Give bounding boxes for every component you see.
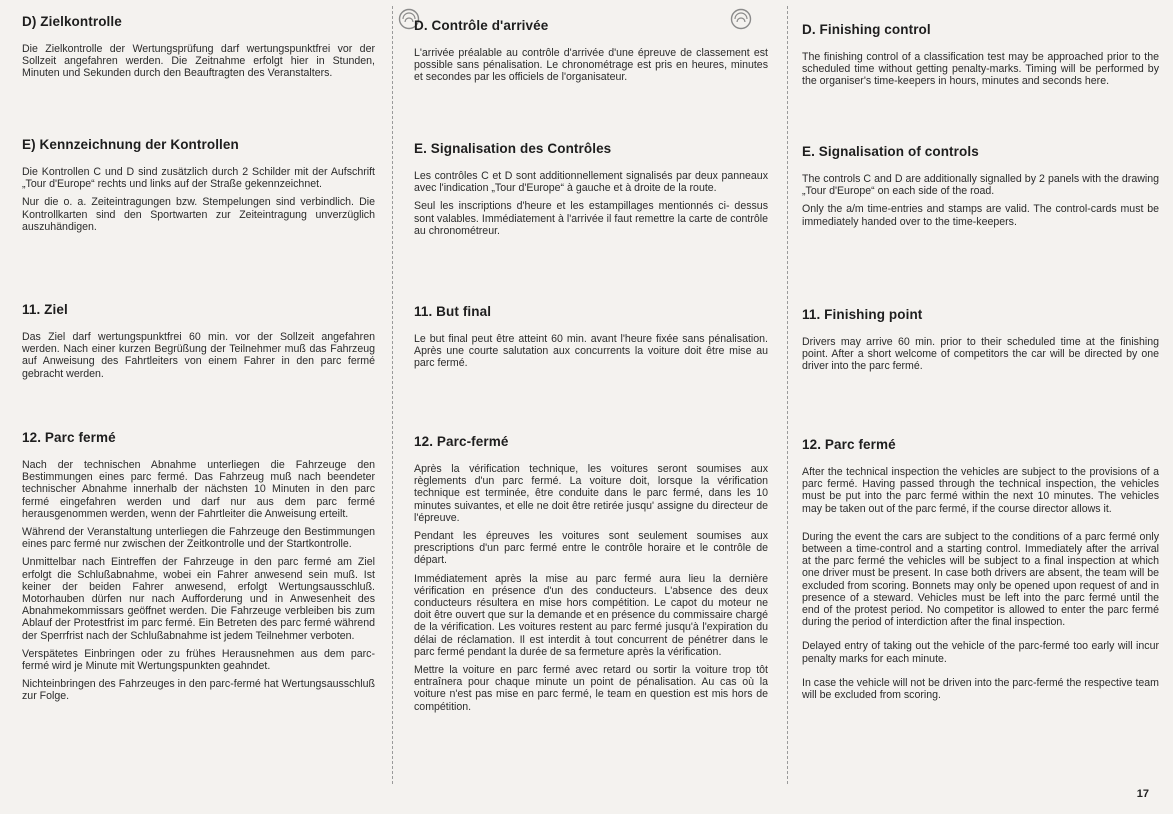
heading-d: D. Finishing control (802, 22, 931, 37)
heading-11: 11. But final (414, 304, 492, 319)
paragraph: Die Zielkontrolle der Wertungsprüfung darf wertungspunktfrei vor der Sollzeit angefahren werden. Die Zeitnahme erfolgt hier in Stunden, Minuten und Sekunden durch den Beauftragten des Veranstalters. (22, 43, 375, 80)
heading-d: D) Zielkontrolle (22, 14, 122, 29)
section-12-english (788, 437, 1173, 707)
paragraph: After the technical inspection the vehicles are subject to the provisions of a parc fermé. Having passed through the technical inspection, the vehicles must be put into the parc fermé within the next 10 minutes. The vehicles may be taken out of the parc fermé, if the course director allows it. (802, 466, 1159, 515)
section-e-english (788, 144, 1173, 234)
heading-e: E. Signalisation des Contrôles (414, 141, 612, 156)
heading-e: E) Kennzeichnung der Kontrollen (22, 137, 239, 152)
paragraph: Während der Veranstaltung unterliegen die Fahrzeuge den Bestimmungen eines parc fermé nur zwischen der Zeitkontrolle und der Startkontrolle. (22, 526, 375, 551)
paragraph: In case the vehicle will not be driven into the parc-fermé the respective team will be excluded from scoring. (802, 676, 1159, 702)
paragraph: During the event the cars are subject to the conditions of a parc fermé only between a time-control and a starting control. Immediately after the arrival at the parc fermé the vehicles will be subject to a final inspection at which one driver must be present. In case both drivers are absent, the team will be excluded from scoring. Bonnets may only be opened upon request of and in presence of a steward. Vehicles must be left into the parc fermé until the end of the protest period. No competitor is allowed to enter the parc fermé during the period of interdiction after the final inspection. (802, 530, 1159, 629)
paragraph: L'arrivée préalable au contrôle d'arrivée d'une épreuve de classement est possible sans pénalisation. Le chronométrage est pris en heures, minutes et secondes par les officiels de l'organisateur. (414, 47, 768, 84)
paragraph: Delayed entry of taking out the vehicle of the parc-fermé too early will incur penalty marks for each minute. (802, 640, 1159, 665)
heading-e: E. Signalisation of controls (802, 144, 979, 159)
paragraph: Das Ziel darf wertungspunktfrei 60 min. vor der Sollzeit angefahren werden. Nach einer kurzen Begrüßung der Teilnehmer muß das Fahrzeug auf Anweisung des Fahrtleiters von einem Fahrer in den parc fermé gebracht werden. (22, 331, 375, 380)
section-11-english (788, 307, 1173, 379)
section-d-german (0, 14, 392, 86)
column-french (392, 0, 788, 790)
heading-11: 11. Finishing point (802, 307, 923, 322)
section-12-french (392, 434, 788, 719)
paragraph: Nichteinbringen des Fahrzeuges in den parc-fermé hat Wertungsausschluß zur Folge. (22, 678, 375, 703)
section-12-german (0, 430, 392, 709)
paragraph: Die Kontrollen C und D sind zusätzlich durch 2 Schilder mit der Aufschrift „Tour d'Europe“ rechts und links auf der Straße gekennzeichnet. (22, 166, 375, 191)
page-number: 17 (1136, 788, 1149, 800)
section-e-german (0, 137, 392, 239)
section-d-english (788, 22, 1173, 94)
paragraph: Après la vérification technique, les voitures seront soumises aux règlements d'un parc fermé. La voiture doit, lorsque la vérification technique est terminée, être conduite dans le parc fermé, dans les 10 minutes suivantes, et elle ne doit être retirée jusqu' assigne du directeur de l'épreuve. (414, 463, 768, 524)
heading-12: 12. Parc fermé (22, 430, 116, 445)
paragraph: Nur die o. a. Zeiteintragungen bzw. Stempelungen sind verbindlich. Die Kontrollkarten sind den Sportwarten zur Zeiteintragung unverzüglich auszuhändigen. (22, 196, 375, 233)
paragraph: Pendant les épreuves les voitures sont seulement soumises aux prescriptions d'un parc fermé entre le contrôle horaire et le contrôle de départ. (414, 530, 768, 567)
section-d-french (392, 18, 788, 90)
paragraph: Unmittelbar nach Eintreffen der Fahrzeuge in den parc fermé am Ziel erfolgt die Schlußabnahme, wobei ein Fahrer anwesend sein muß. Ist keiner der beiden Fahrer anwesend, erfolgt Wertungsausschluß. Motorhauben dürfen nur nach Aufforderung und in Anwesenheit des Abnahmekommissars geöffnet werden. Die Fahrzeuge verbleiben bis zum Ablauf der Protestfrist im parc fermé. Ein Betreten des parc fermé während der Sperrfrist nach der Schlußabnahme ist jedem Teilnehmer verboten. (22, 556, 375, 642)
paragraph: Mettre la voiture en parc fermé avec retard ou sortir la voiture trop tôt entraînera pour chaque minute un point de pénalisation. Au cas où la voiture n'est pas mise en parc fermé, le team en question est mis hors de compétition. (414, 664, 768, 713)
section-e-french (392, 141, 788, 243)
paragraph: Only the a/m time-entries and stamps are valid. The control-cards must be immediately handed over to the time-keepers. (802, 203, 1159, 228)
paragraph: The finishing control of a classification test may be approached prior to the scheduled time without getting penalty-marks. Timing will be performed by the organiser's time-keepers in hours, minutes and seconds here. (802, 51, 1159, 88)
heading-11: 11. Ziel (22, 302, 68, 317)
column-english (788, 0, 1173, 790)
paragraph: Immédiatement après la mise au parc fermé aura lieu la dernière vérification en présence d'un des conducteurs. L'absence des deux conducteurs résultera en mise hors compétition. Le capot du moteur ne doit être ouvert que sur la demande et en présence du commissaire chargé de la vérification. Les voitures restent au parc fermé jusqu'à l'expiration du délai de réclamation. Il est interdit à tout concurrent de pénétrer dans le parc fermé pendant la durée de sa fermeture après la vérification. (414, 572, 768, 658)
paragraph: Le but final peut être atteint 60 min. avant l'heure fixée sans pénalisation. Après une courte salutation aux concurrents la voiture doit être mise au parc fermé. (414, 333, 768, 370)
section-11-french (392, 304, 788, 376)
paragraph: Les contrôles C et D sont additionnellement signalisés par deux panneaux avec l'indication „Tour d'Europe“ à gauche et à droite de la route. (414, 170, 768, 195)
heading-12: 12. Parc-fermé (414, 434, 509, 449)
column-german (0, 0, 392, 790)
heading-d: D. Contrôle d'arrivée (414, 18, 549, 33)
heading-12: 12. Parc fermé (802, 437, 896, 452)
paragraph: The controls C and D are additionally signalled by 2 panels with the drawing „Tour d'Europe“ on each side of the road. (802, 173, 1159, 198)
paragraph: Drivers may arrive 60 min. prior to their scheduled time at the finishing point. After a short welcome of competitors the car will be directed by one driver into the parc fermé. (802, 336, 1159, 373)
paragraph: Nach der technischen Abnahme unterliegen die Fahrzeuge den Bestimmungen eines parc fermé. Das Fahrzeug muß nach beendeter technischer Abnahme innerhalb der nächsten 10 Minuten in den parc fermé eingefahren werden und darf nur aus dem parc fermé herausgenommen werden, wenn der Fahrtleiter die Anweisung erteilt. (22, 459, 375, 520)
paragraph: Verspätetes Einbringen oder zu frühes Herausnehmen aus dem parc-fermé wird je Minute mit Wertungspunkten geahndet. (22, 647, 375, 673)
section-11-german (0, 302, 392, 386)
paragraph: Seul les inscriptions d'heure et les estampillages mentionnés ci- dessus sont valables. Immédiatement à l'arrivée il faut remettre la carte de contrôle au chronométreur. (414, 200, 768, 237)
